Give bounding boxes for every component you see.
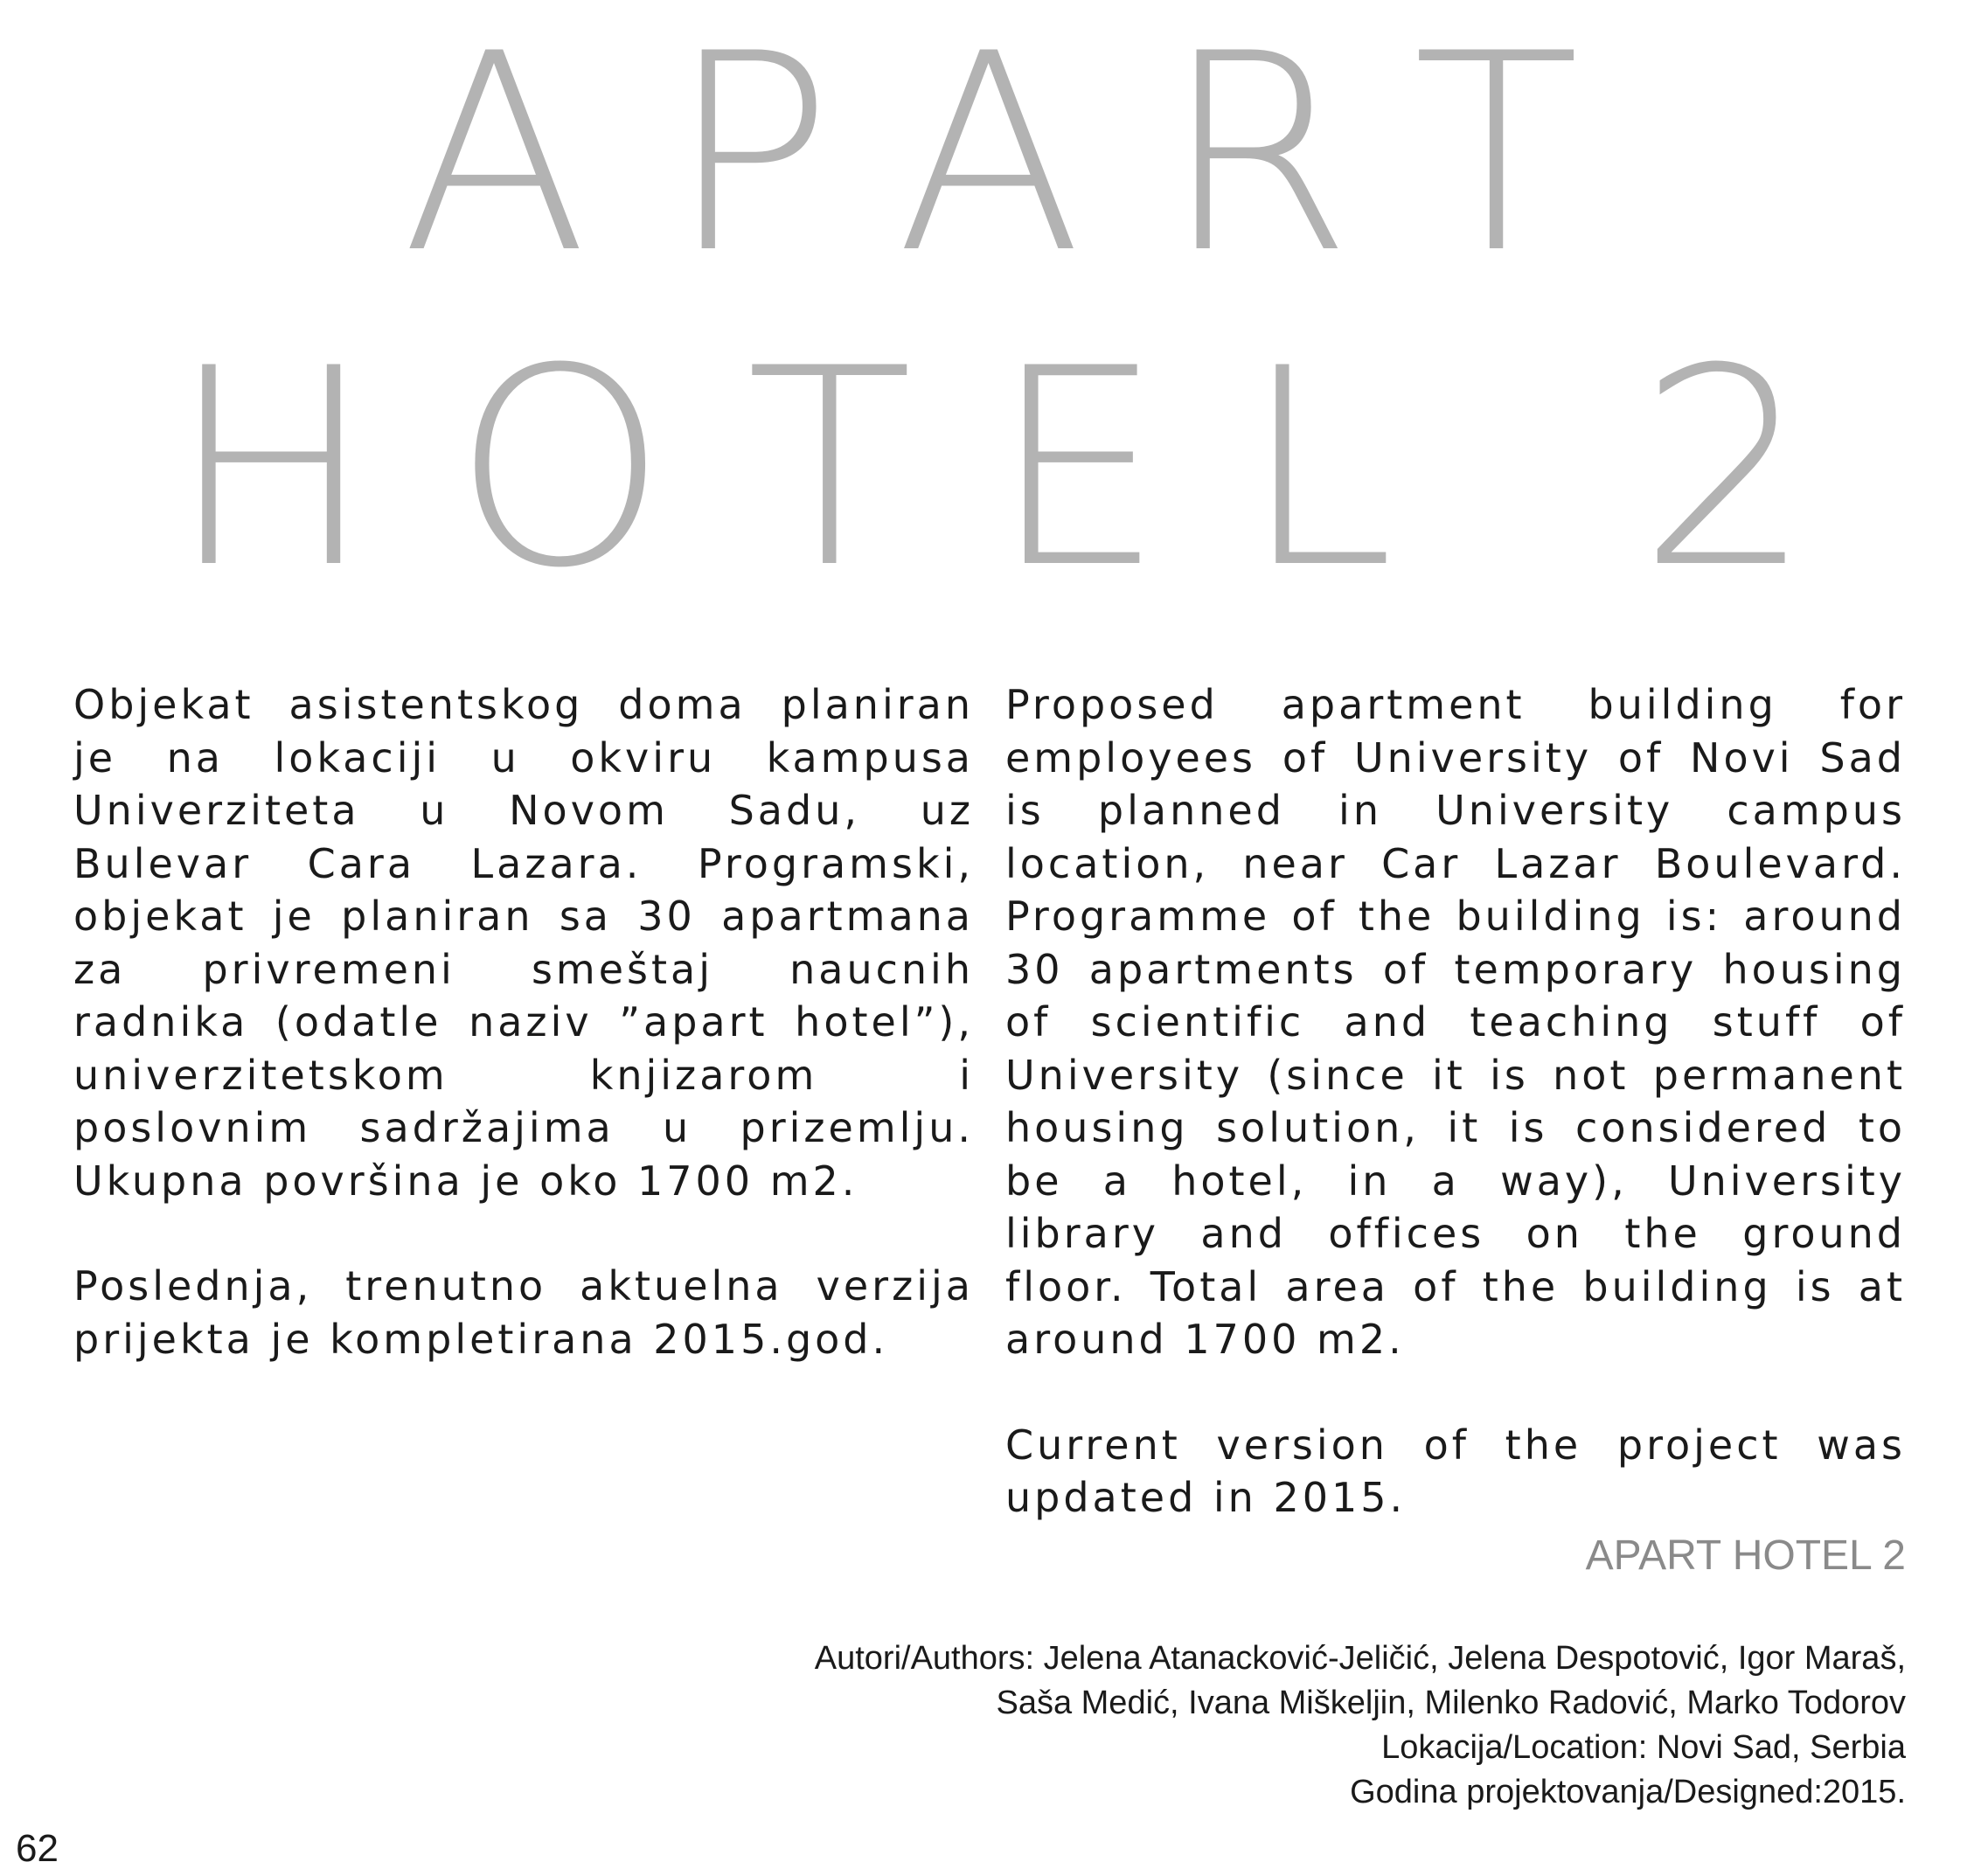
- page-number: 62: [16, 1827, 59, 1870]
- page-title-line-2: HOTEL 2: [169, 309, 1891, 628]
- authors-line-2: Saša Medić, Ivana Miškeljin, Milenko Radović, Marko Todorov: [996, 1685, 1906, 1721]
- serbian-text-column: [73, 678, 974, 1365]
- project-caption-title: APART HOTEL 2: [1585, 1532, 1906, 1579]
- english-paragraph-version: Current version of the project was updated in 2015.: [1005, 1421, 1906, 1521]
- location-line: Lokacija/Location: Novi Sad, Serbia: [1381, 1729, 1906, 1766]
- serbian-paragraph-version: Poslednja, trenutno aktuelna verzija prijekta je kompletirana 2015.god.: [73, 1262, 974, 1363]
- authors-line-1: Autori/Authors: Jelena Atanacković-Jeličić, Jelena Despotović, Igor Maraš,: [814, 1640, 1906, 1677]
- designed-year-line: Godina projektovanja/Designed:2015.: [1350, 1774, 1906, 1810]
- page-title-line-1: APART: [401, 0, 1660, 313]
- english-text-column: [1005, 678, 1906, 1525]
- english-paragraph-description: Proposed apartment building for employees of University of Novi Sad is planned in University campus location, near Car Lazar Boulevard. Programme of the building is: around 30 apartments of temporary housing of scientific and teaching stuff of University (since it is not permanent housing solution, it is considered to be a hotel, in a way), University library and offices on the ground floor. Total area of the building is at around 1700 m2.: [1005, 681, 1906, 1363]
- serbian-paragraph-description: Objekat asistentskog doma planiran je na lokaciji u okviru kampusa Univerziteta u Novom Sadu, uz Bulevar Cara Lazara. Programski, objekat je planiran sa 30 apartmana za privremeni smeštaj naucnih radnika (odatle naziv ”apart hotel”), univerzitetskom knjizarom i poslovnim sadržajima u prizemlju. Ukupna površina je oko 1700 m2.: [73, 681, 974, 1205]
- project-credits: [815, 1636, 1906, 1815]
